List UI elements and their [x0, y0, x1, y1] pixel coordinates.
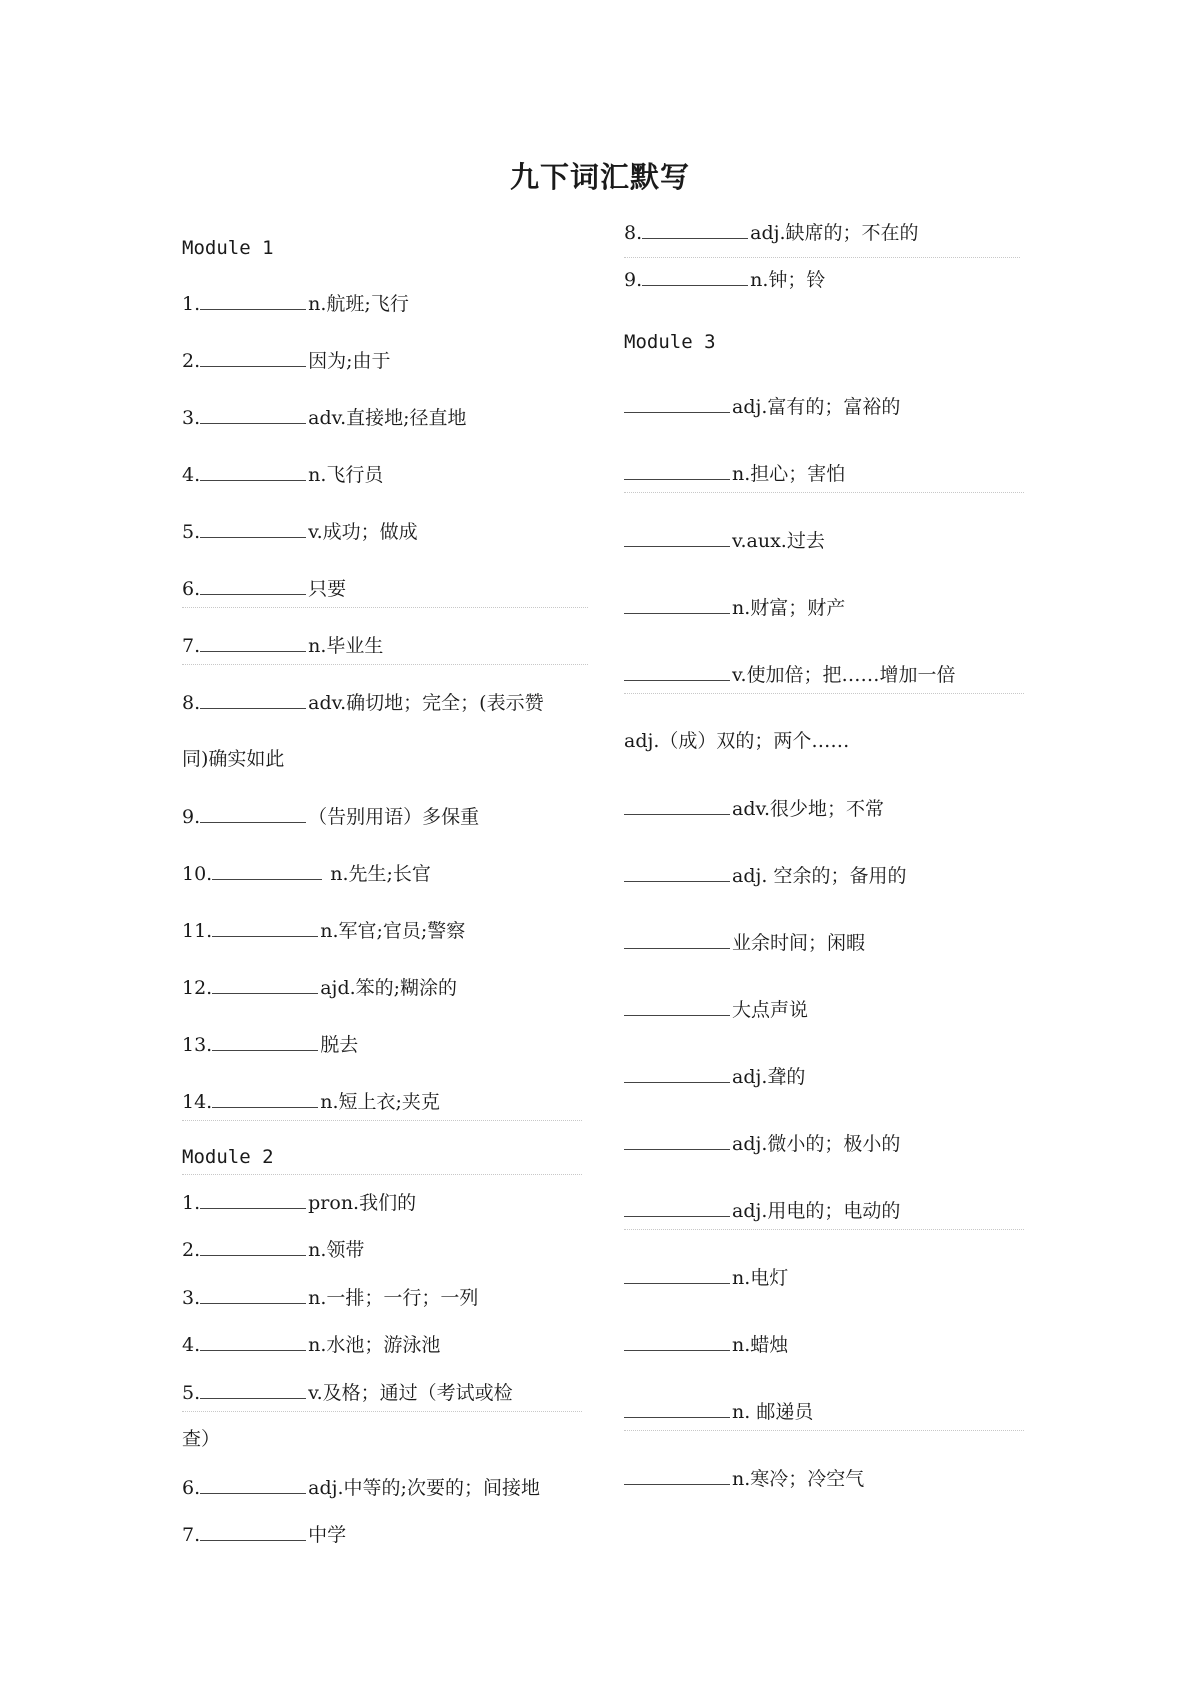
list-item [624, 1399, 813, 1424]
item-meaning: pron.我们的 [308, 1192, 417, 1214]
item-meaning: n.毕业生 [308, 635, 384, 657]
item-meaning: 只要 [308, 578, 347, 600]
answer-blank[interactable] [624, 1064, 730, 1083]
item-number: 11. [182, 920, 213, 942]
divider [182, 1411, 582, 1412]
list-item [624, 662, 956, 687]
answer-blank[interactable] [624, 796, 730, 815]
list-item [624, 267, 825, 292]
list-item [182, 1285, 478, 1310]
item-meaning: 大点声说 [732, 999, 809, 1021]
list-item [624, 1198, 900, 1223]
divider [182, 1174, 582, 1175]
answer-blank[interactable] [200, 690, 306, 709]
module-2-heading: Module 2 [182, 1146, 274, 1168]
item-number: 8. [182, 692, 201, 714]
list-item [624, 1265, 788, 1290]
list-item [182, 918, 465, 943]
answer-blank[interactable] [200, 633, 306, 652]
list-item [182, 519, 418, 544]
answer-blank[interactable] [624, 662, 730, 681]
item-number: 8. [624, 222, 643, 244]
divider [624, 1229, 1024, 1230]
item-meaning: 因为;由于 [308, 350, 391, 372]
list-item [182, 975, 457, 1000]
answer-blank[interactable] [200, 1190, 306, 1209]
answer-blank[interactable] [624, 1332, 730, 1351]
list-item-continuation: 同)确实如此 [182, 748, 285, 770]
item-meaning: adj.用电的；电动的 [732, 1200, 901, 1222]
item-number: 1. [182, 1192, 201, 1214]
module-1-heading: Module 1 [182, 237, 274, 259]
list-item [624, 863, 906, 888]
item-number: 6. [182, 1477, 201, 1499]
answer-blank[interactable] [200, 348, 306, 367]
item-meaning: n.航班;飞行 [308, 293, 409, 315]
list-item [182, 1522, 346, 1547]
item-meaning: n.短上衣;夹克 [320, 1091, 440, 1113]
item-meaning: n.水池；游泳池 [308, 1334, 441, 1356]
list-item-continuation: 查） [182, 1428, 221, 1450]
item-number: 10. [182, 863, 213, 885]
list-item [182, 462, 383, 487]
item-number: 5. [182, 1382, 201, 1404]
list-item [624, 729, 849, 753]
item-meaning: ajd.笨的;糊涂的 [320, 977, 458, 999]
divider [182, 607, 588, 608]
item-number: 9. [182, 806, 201, 828]
list-item [182, 1332, 440, 1357]
item-meaning: adj.富有的；富裕的 [732, 396, 901, 418]
answer-blank[interactable] [624, 1466, 730, 1485]
answer-blank[interactable] [212, 1089, 318, 1108]
answer-blank[interactable] [624, 997, 730, 1016]
list-item [182, 861, 431, 886]
item-number: 2. [182, 1239, 201, 1261]
item-meaning: adj.（成）双的；两个…… [624, 730, 850, 752]
divider [182, 1120, 582, 1121]
answer-blank[interactable] [624, 1131, 730, 1150]
list-item [182, 1089, 440, 1114]
item-meaning: 中学 [308, 1524, 347, 1546]
list-item [182, 576, 346, 601]
item-meaning: n.钟；铃 [750, 269, 826, 291]
answer-blank[interactable] [200, 1237, 306, 1256]
answer-blank[interactable] [200, 1475, 306, 1494]
item-number: 6. [182, 578, 201, 600]
list-item [182, 291, 409, 316]
item-meaning: v.使加倍；把……增加一倍 [732, 664, 956, 686]
item-number: 9. [624, 269, 643, 291]
item-number: 3. [182, 407, 201, 429]
answer-blank[interactable] [200, 405, 306, 424]
list-item [624, 394, 900, 419]
module-3-heading: Module 3 [624, 331, 716, 353]
item-meaning: adv.很少地；不常 [732, 798, 885, 820]
answer-blank[interactable] [624, 528, 730, 547]
item-meaning: adj. 空余的；备用的 [732, 865, 907, 887]
answer-blank[interactable] [642, 220, 748, 239]
item-meaning: n.军官;官员;警察 [320, 920, 466, 942]
list-item [624, 796, 884, 821]
item-meaning: adj.微小的；极小的 [732, 1133, 901, 1155]
page-title: 九下词汇默写 [509, 160, 690, 194]
item-number: 13. [182, 1034, 213, 1056]
list-item [182, 690, 544, 715]
item-meaning: adv.直接地;径直地 [308, 407, 467, 429]
answer-blank[interactable] [200, 804, 306, 823]
list-item [182, 633, 383, 658]
item-number: 5. [182, 521, 201, 543]
answer-blank[interactable] [212, 861, 322, 880]
list-item [182, 1190, 416, 1215]
item-meaning: n.财富；财产 [732, 597, 846, 619]
item-number: 3. [182, 1287, 201, 1309]
item-number: 4. [182, 1334, 201, 1356]
list-item [624, 1466, 864, 1491]
divider [624, 693, 1024, 694]
list-item [182, 1380, 513, 1405]
list-item [182, 804, 479, 829]
list-item [624, 1131, 900, 1156]
list-item [624, 528, 825, 553]
list-item [182, 348, 391, 373]
item-meaning: n.担心；害怕 [732, 463, 846, 485]
answer-blank[interactable] [624, 1265, 730, 1284]
answer-blank[interactable] [624, 394, 730, 413]
item-meaning: n.电灯 [732, 1267, 789, 1289]
list-item [182, 1032, 358, 1057]
answer-blank[interactable] [624, 930, 730, 949]
divider [624, 1430, 1024, 1431]
answer-blank[interactable] [624, 1399, 730, 1418]
answer-blank[interactable] [200, 576, 306, 595]
item-number: 2. [182, 350, 201, 372]
list-item [624, 997, 808, 1022]
answer-blank[interactable] [624, 1198, 730, 1217]
item-number: 12. [182, 977, 213, 999]
item-meaning: adv.确切地；完全；(表示赞 [308, 692, 544, 714]
item-meaning: adj.聋的 [732, 1066, 806, 1088]
list-item [182, 1475, 540, 1500]
item-meaning: 脱去 [320, 1034, 359, 1056]
divider [624, 492, 1024, 493]
item-meaning: n.先生;长官 [330, 863, 431, 885]
item-meaning: n. 邮递员 [732, 1401, 814, 1423]
divider [624, 257, 1020, 258]
item-number: 1. [182, 293, 201, 315]
answer-blank[interactable] [624, 595, 730, 614]
answer-blank[interactable] [200, 1522, 306, 1541]
item-meaning: n.领带 [308, 1239, 365, 1261]
item-meaning: （告别用语）多保重 [308, 806, 480, 828]
item-meaning: 业余时间；闲暇 [732, 932, 866, 954]
list-item [624, 1332, 788, 1357]
item-number: 7. [182, 1524, 201, 1546]
answer-blank[interactable] [624, 863, 730, 882]
item-meaning: n.寒冷；冷空气 [732, 1468, 865, 1490]
item-number: 4. [182, 464, 201, 486]
item-meaning: adj.缺席的；不在的 [750, 222, 919, 244]
item-meaning: adj.中等的;次要的；间接地 [308, 1477, 540, 1499]
answer-blank[interactable] [200, 519, 306, 538]
item-number: 7. [182, 635, 201, 657]
item-meaning: n.飞行员 [308, 464, 384, 486]
list-item [624, 220, 919, 245]
list-item [182, 405, 467, 430]
answer-blank[interactable] [200, 1332, 306, 1351]
item-number: 14. [182, 1091, 213, 1113]
divider [182, 664, 588, 665]
answer-blank[interactable] [212, 1032, 318, 1051]
answer-blank[interactable] [200, 291, 306, 310]
list-item [624, 595, 845, 620]
item-meaning: n.蜡烛 [732, 1334, 789, 1356]
list-item [182, 1237, 364, 1262]
item-meaning: v.成功；做成 [308, 521, 418, 543]
answer-blank[interactable] [642, 267, 748, 286]
list-item [624, 930, 865, 955]
item-meaning: v.及格；通过（考试或检 [308, 1382, 513, 1404]
list-item [624, 461, 845, 486]
answer-blank[interactable] [200, 1285, 306, 1304]
answer-blank[interactable] [200, 1380, 306, 1399]
answer-blank[interactable] [624, 461, 730, 480]
answer-blank[interactable] [212, 918, 318, 937]
item-meaning: v.aux.过去 [732, 530, 825, 552]
item-meaning: n.一排；一行；一列 [308, 1287, 479, 1309]
answer-blank[interactable] [212, 975, 318, 994]
list-item [624, 1064, 805, 1089]
answer-blank[interactable] [200, 462, 306, 481]
